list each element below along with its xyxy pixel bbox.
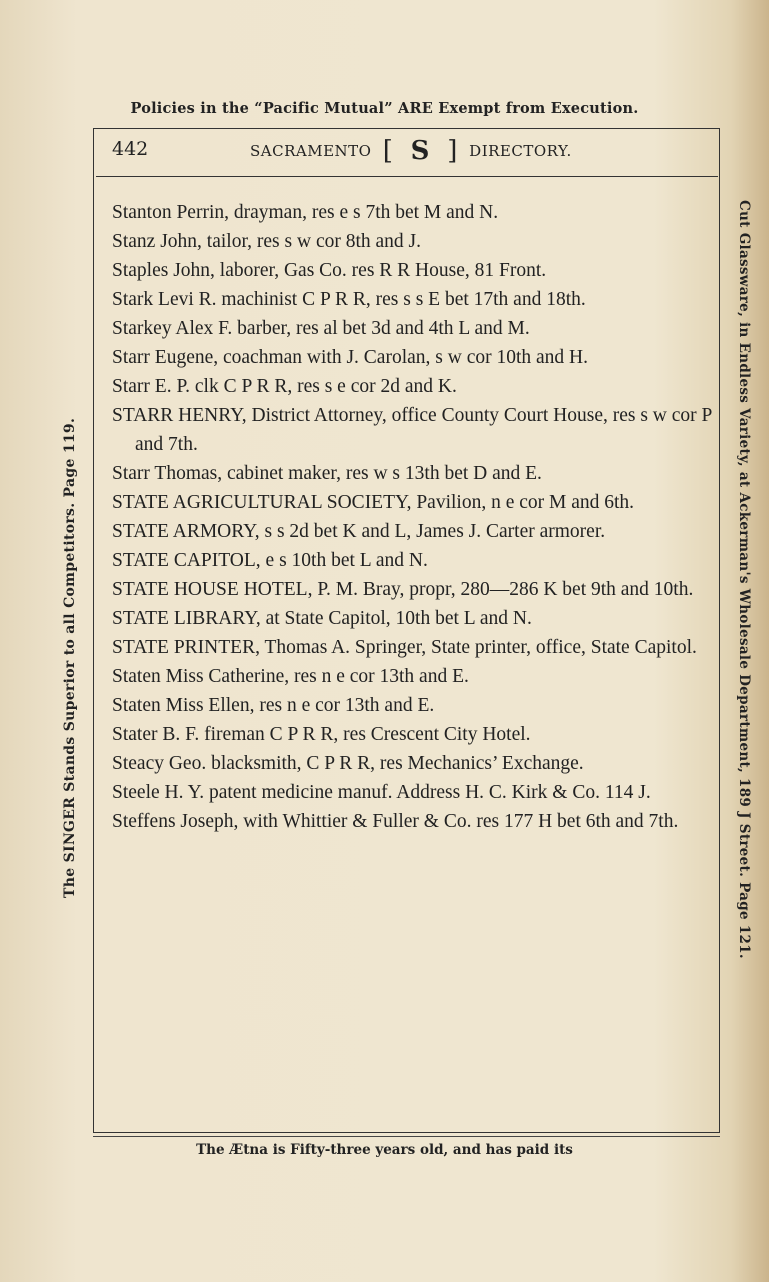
right-margin-advertisement: Cut Glassware, in Endless Variety, at Ackerman's Wholesale Department, 189 J Street. Page 121. xyxy=(736,200,752,959)
footer-rule xyxy=(93,1136,720,1137)
section-letter: S xyxy=(410,136,430,166)
page-header xyxy=(112,136,712,166)
list-item: Staples John, laborer, Gas Co. res R R House, 81 Front. xyxy=(112,260,547,281)
list-item: STATE HOUSE HOTEL, P. M. Bray, propr, 280—286 K bet 9th and 10th. xyxy=(112,579,694,600)
close-bracket: ] xyxy=(447,136,458,166)
list-item: Staten Miss Ellen, res n e cor 13th and E. xyxy=(112,695,435,716)
top-advertisement-banner: Policies in the “Pacific Mutual” ARE Exempt from Execution. xyxy=(130,100,639,117)
header-rule xyxy=(96,176,718,177)
list-item: STATE LIBRARY, at State Capitol, 10th bet L and N. xyxy=(112,608,532,629)
running-title-city: SACRAMENTO xyxy=(250,142,372,160)
list-item: Steffens Joseph, with Whittier & Fuller & Co. res 177 H bet 6th and 7th. xyxy=(112,811,679,832)
list-item: STATE CAPITOL, e s 10th bet L and N. xyxy=(112,550,428,571)
directory-entries xyxy=(112,198,712,836)
running-title-directory: DIRECTORY. xyxy=(469,142,572,160)
list-item: Starr E. P. clk C P R R, res s e cor 2d and K. xyxy=(112,376,457,397)
page-number: 442 xyxy=(112,138,149,160)
list-item: Steele H. Y. patent medicine manuf. Address H. C. Kirk & Co. 114 J. xyxy=(112,782,651,803)
list-item: Starr Eugene, coachman with J. Carolan, s w cor 10th and H. xyxy=(112,347,588,368)
bottom-advertisement-banner: The Ætna is Fifty-three years old, and has paid its xyxy=(196,1142,573,1158)
running-title xyxy=(250,136,572,166)
left-margin-advertisement: The SINGER Stands Superior to all Competitors. Page 119. xyxy=(62,417,78,898)
list-item: Stater B. F. fireman C P R R, res Crescent City Hotel. xyxy=(112,724,531,745)
list-item: STATE PRINTER, Thomas A. Springer, State printer, office, State Capitol. xyxy=(112,637,697,658)
list-item: Starr Thomas, cabinet maker, res w s 13th bet D and E. xyxy=(112,463,542,484)
list-item: Stanton Perrin, drayman, res e s 7th bet M and N. xyxy=(112,202,499,223)
list-item: Stanz John, tailor, res s w cor 8th and J. xyxy=(112,231,422,252)
list-item: Staten Miss Catherine, res n e cor 13th and E. xyxy=(112,666,469,687)
list-item: STATE AGRICULTURAL SOCIETY, Pavilion, n e cor M and 6th. xyxy=(112,492,635,513)
list-item: Steacy Geo. blacksmith, C P R R, res Mechanics’ Exchange. xyxy=(112,753,584,774)
list-item: Stark Levi R. machinist C P R R, res s s E bet 17th and 18th. xyxy=(112,289,586,310)
list-item: Starkey Alex F. barber, res al bet 3d and 4th L and M. xyxy=(112,318,530,339)
list-item: STATE ARMORY, s s 2d bet K and L, James J. Carter armorer. xyxy=(112,521,606,542)
list-item: STARR HENRY, District Attorney, office County Court House, res s w cor P and 7th. xyxy=(112,405,712,455)
open-bracket: [ xyxy=(382,136,394,166)
